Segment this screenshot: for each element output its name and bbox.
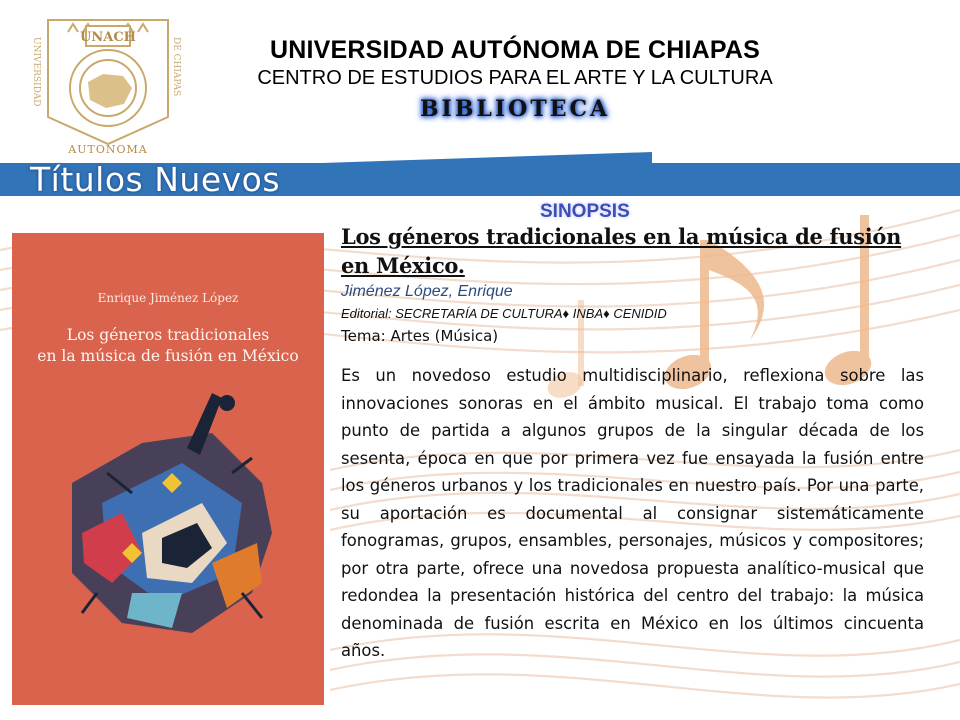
cover-title	[22, 325, 314, 367]
book-editorial: Editorial: SECRETARÍA DE CULTURA♦ INBA♦ CENIDID	[341, 306, 667, 321]
section-label: SINOPSIS	[540, 201, 630, 222]
university-name: UNIVERSIDAD AUTÓNOMA DE CHIAPAS	[269, 36, 760, 64]
cover-author: Enrique Jiménez López	[97, 291, 239, 305]
book-author: Jiménez López, Enrique	[341, 283, 513, 300]
seal-acronym: UNACH	[80, 30, 136, 45]
header	[200, 36, 830, 122]
library-title: BIBLIOTECA	[419, 96, 611, 122]
seal-left-text: UNIVERSIDAD	[31, 37, 41, 107]
banner-title: Títulos Nuevos	[30, 160, 281, 199]
book-cover	[12, 233, 324, 705]
book-title: Los géneros tradicionales en la música de fusión en México.	[341, 224, 902, 278]
cover-title-line1: Los géneros tradicionales	[66, 326, 270, 344]
seal-right-text: DE CHIAPAS	[171, 37, 181, 97]
book-topic: Tema: Artes (Música)	[341, 327, 499, 345]
center-name: CENTRO DE ESTUDIOS PARA EL ARTE Y LA CULTURA	[257, 67, 773, 89]
book-synopsis: Es un novedoso estudio multidisciplinario, reflexiona sobre las innovaciones sonoras en el ámbito musical. El trabajo toma como punto de partida a algunos grupos de la singular década de los sesenta, época en que por primera vez fue ensayada la fusión entre los géneros urbanos y los tradicionales en nuestro país. Por una parte, su aportación es documental al consignar sistemáticamente fonogramas, grupos, ensambles, personajes, músicos y compositores; por otra parte, ofrece una novedosa propuesta analítico-musical que redondea la presentación histórica del centro del trabajo: la música denominada de fusión escrita en México en los últimos cincuenta años.	[341, 366, 924, 660]
university-seal	[28, 12, 188, 158]
cover-title-line2: en la música de fusión en México	[37, 347, 299, 365]
seal-bottom-text: AUTONOMA	[68, 143, 148, 156]
